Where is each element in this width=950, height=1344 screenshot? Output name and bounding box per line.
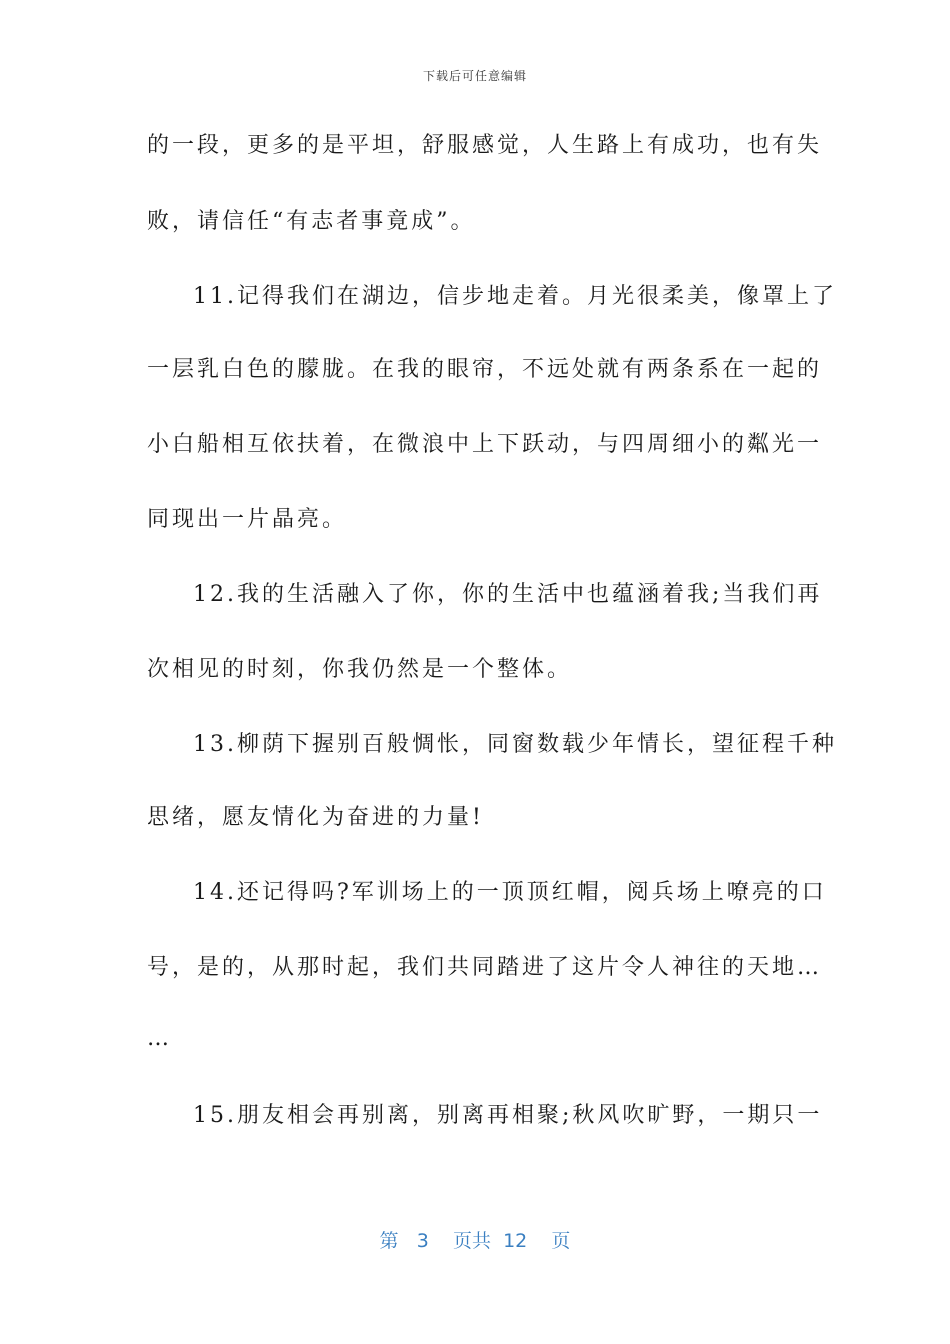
paragraph-12-line: 12.我的生活融入了你，你的生活中也蕴涵着我;当我们再 bbox=[193, 582, 823, 607]
paragraph-15-line: 15.朋友相会再别离，别离再相聚;秋风吹旷野，一期只一 bbox=[193, 1103, 823, 1128]
paragraph-14-line: 14.还记得吗?军训场上的一顶顶红帽，阅兵场上嘹亮的口 bbox=[193, 880, 827, 905]
text-line: 一层乳白色的朦胧。在我的眼帘，不远处就有两条系在一起的 bbox=[147, 357, 823, 382]
paragraph-13-line: 13.柳荫下握别百般惆怅，同窗数载少年情长，望征程千种 bbox=[193, 732, 837, 757]
text-line: 的一段，更多的是平坦，舒服感觉，人生路上有成功，也有失 bbox=[147, 133, 823, 158]
text-line: 号，是的，从那时起，我们共同踏进了这片令人神往的天地… bbox=[147, 955, 823, 980]
text-line: 小白船相互依扶着，在微浪中上下跃动，与四周细小的粼光一 bbox=[147, 432, 823, 457]
page-footer bbox=[0, 1226, 950, 1253]
header-note: 下载后可任意编辑 bbox=[422, 69, 527, 83]
text-line: 败，请信任“有志者事竟成”。 bbox=[147, 209, 476, 234]
page-label-suffix: 页 bbox=[551, 1230, 571, 1252]
text-line: … bbox=[147, 1026, 172, 1051]
current-page-number: 3 bbox=[416, 1230, 429, 1252]
page-label-prefix: 第 bbox=[379, 1230, 399, 1252]
text-line: 思绪，愿友情化为奋进的力量! bbox=[147, 805, 484, 830]
text-line: 次相见的时刻，你我仍然是一个整体。 bbox=[147, 657, 573, 682]
paragraph-11-line: 11.记得我们在湖边，信步地走着。月光很柔美，像罩上了 bbox=[193, 284, 837, 309]
page-label-middle: 页共 bbox=[452, 1230, 491, 1252]
total-pages-number: 12 bbox=[503, 1230, 528, 1252]
text-line: 同现出一片晶亮。 bbox=[147, 507, 348, 532]
